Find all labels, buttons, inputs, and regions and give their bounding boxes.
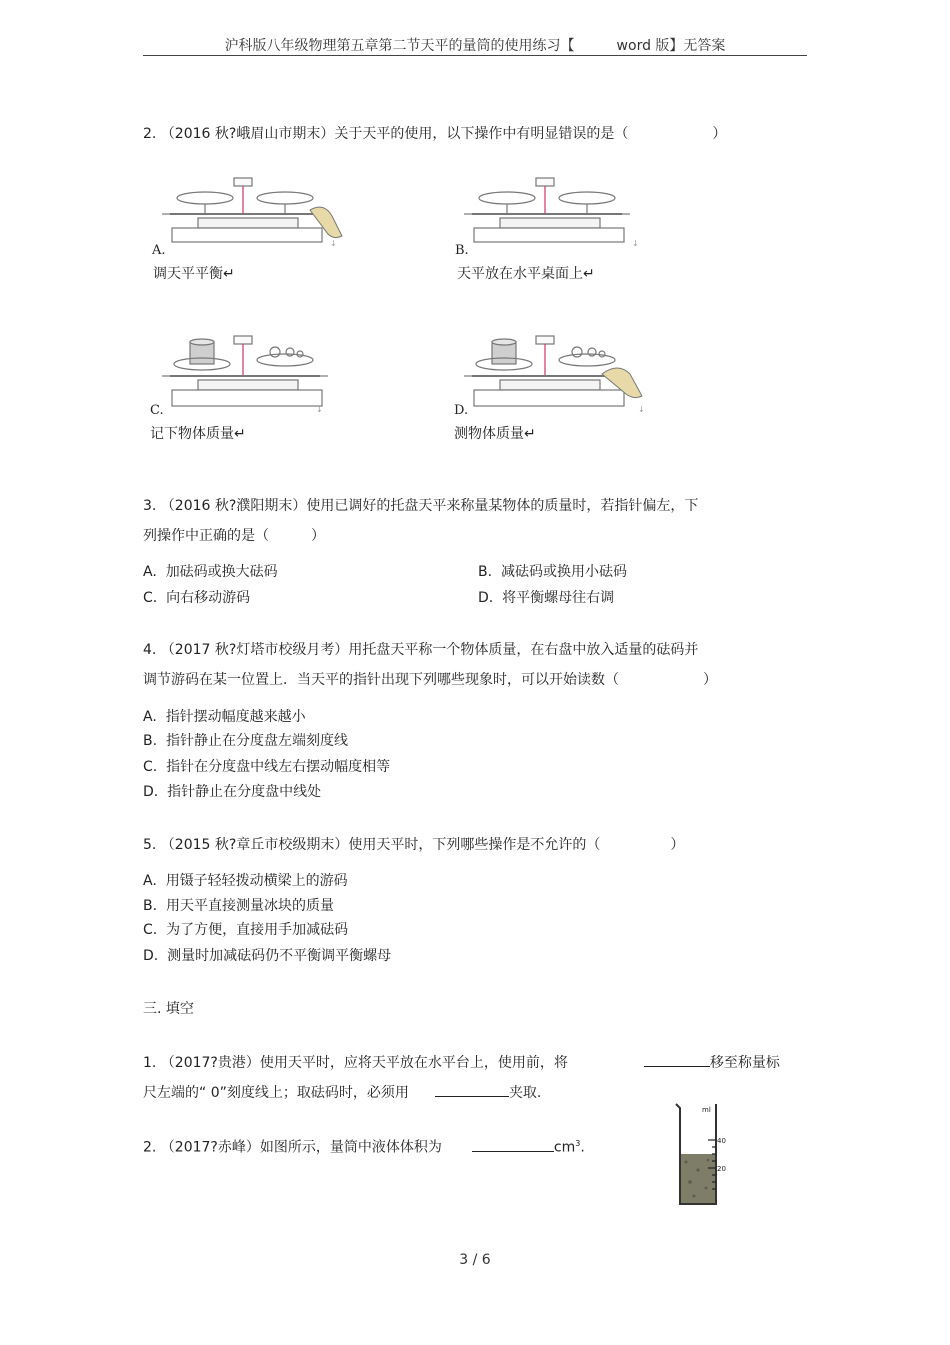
question-5-option-d: D. 测量时加减砝码仍不平衡调平衡螺母 [143, 948, 392, 964]
svg-text:↓: ↓ [316, 405, 323, 414]
option-letter-d: D. [454, 403, 469, 418]
question-5-option-c: C. 为了方便，直接用手加减砝码 [143, 922, 349, 938]
question-5-text: 5. （2015 秋?章丘市校级期末）使用天平时，下列哪些操作是不允许的（ ） [143, 837, 685, 853]
question-4-line-1: 4. （2017 秋?灯塔市校级月考）用托盘天平称一个物体质量，在右盘中放入适量的砝码并 [143, 642, 699, 658]
graduated-cylinder-image [668, 1100, 728, 1210]
cylinder-tick-40: 40 [717, 1137, 726, 1145]
question-3-option-b: B. 减砝码或换用小砝码 [478, 564, 627, 580]
cylinder-unit-label: ml [702, 1106, 711, 1114]
cylinder-tick-20: 20 [717, 1165, 726, 1173]
question-3-line-1: 3. （2016 秋?濮阳期末）使用已调好的托盘天平来称量某物体的质量时，若指针偏左，下 [143, 498, 699, 514]
page-number: 3 / 6 [459, 1252, 491, 1268]
section-title: 三. 填空 [143, 1001, 194, 1017]
option-letter-b: B. [455, 243, 469, 258]
svg-text:↓: ↓ [638, 405, 645, 414]
question-3-option-d: D. 将平衡螺母往右调 [478, 590, 615, 606]
question-4-option-d: D. 指针静止在分度盘中线处 [143, 784, 322, 800]
fill-1-line-2: 尺左端的“ 0”刻度线上；取砝码时，必须用 夹取. [143, 1082, 541, 1103]
answer-blank-3[interactable] [472, 1137, 554, 1152]
document-header: 沪科版八年级物理第五章第二节天平的量筒的使用练习【 word 版】无答案 [224, 38, 726, 54]
question-4-line-2: 调节游码在某一位置上．当天平的指针出现下列哪些现象时，可以开始读数（ ） [143, 672, 717, 688]
option-letter-c: C. [150, 403, 164, 418]
answer-blank-2[interactable] [435, 1082, 509, 1097]
image-caption-d: 测物体质量↵ [454, 426, 536, 442]
fill-2-line: 2. （2017?赤峰）如图所示，量筒中液体体积为 $cm^3$. [143, 1134, 585, 1158]
question-3-option-c: C. 向右移动游码 [143, 590, 251, 606]
option-letter-a: A. [152, 243, 166, 258]
question-2-text: 2. （2016 秋?峨眉山市期末）关于天平的使用，以下操作中有明显错误的是（ ） [143, 126, 727, 142]
question-4-option-b: B. 指针静止在分度盘左端刻度线 [143, 733, 348, 749]
balance-image-b [452, 170, 652, 250]
header-divider [143, 55, 807, 56]
balance-image-a [150, 170, 350, 250]
image-caption-b: 天平放在水平桌面上↵ [457, 266, 595, 282]
image-caption-c: 记下物体质量↵ [150, 426, 246, 442]
svg-text:↓: ↓ [632, 239, 639, 248]
balance-image-c [150, 330, 350, 415]
question-5-option-a: A. 用镊子轻轻拨动横梁上的游码 [143, 873, 348, 889]
question-4-option-a: A. 指针摆动幅度越来越小 [143, 709, 306, 725]
question-3-option-a: A. 加砝码或换大砝码 [143, 564, 278, 580]
answer-blank-1[interactable] [644, 1052, 710, 1067]
question-5-option-b: B. 用天平直接测量冰块的质量 [143, 898, 334, 914]
svg-text:↓: ↓ [330, 239, 337, 248]
question-3-line-2: 列操作中正确的是（ ） [143, 528, 325, 544]
image-caption-a: 调天平平衡↵ [153, 266, 235, 282]
balance-image-d [452, 330, 652, 415]
question-4-option-c: C. 指针在分度盘中线左右摆动幅度相等 [143, 759, 391, 775]
fill-1-line-1: 1. （2017?贵港）使用天平时，应将天平放在水平台上，使用前，将 移至称量标 [143, 1052, 780, 1073]
